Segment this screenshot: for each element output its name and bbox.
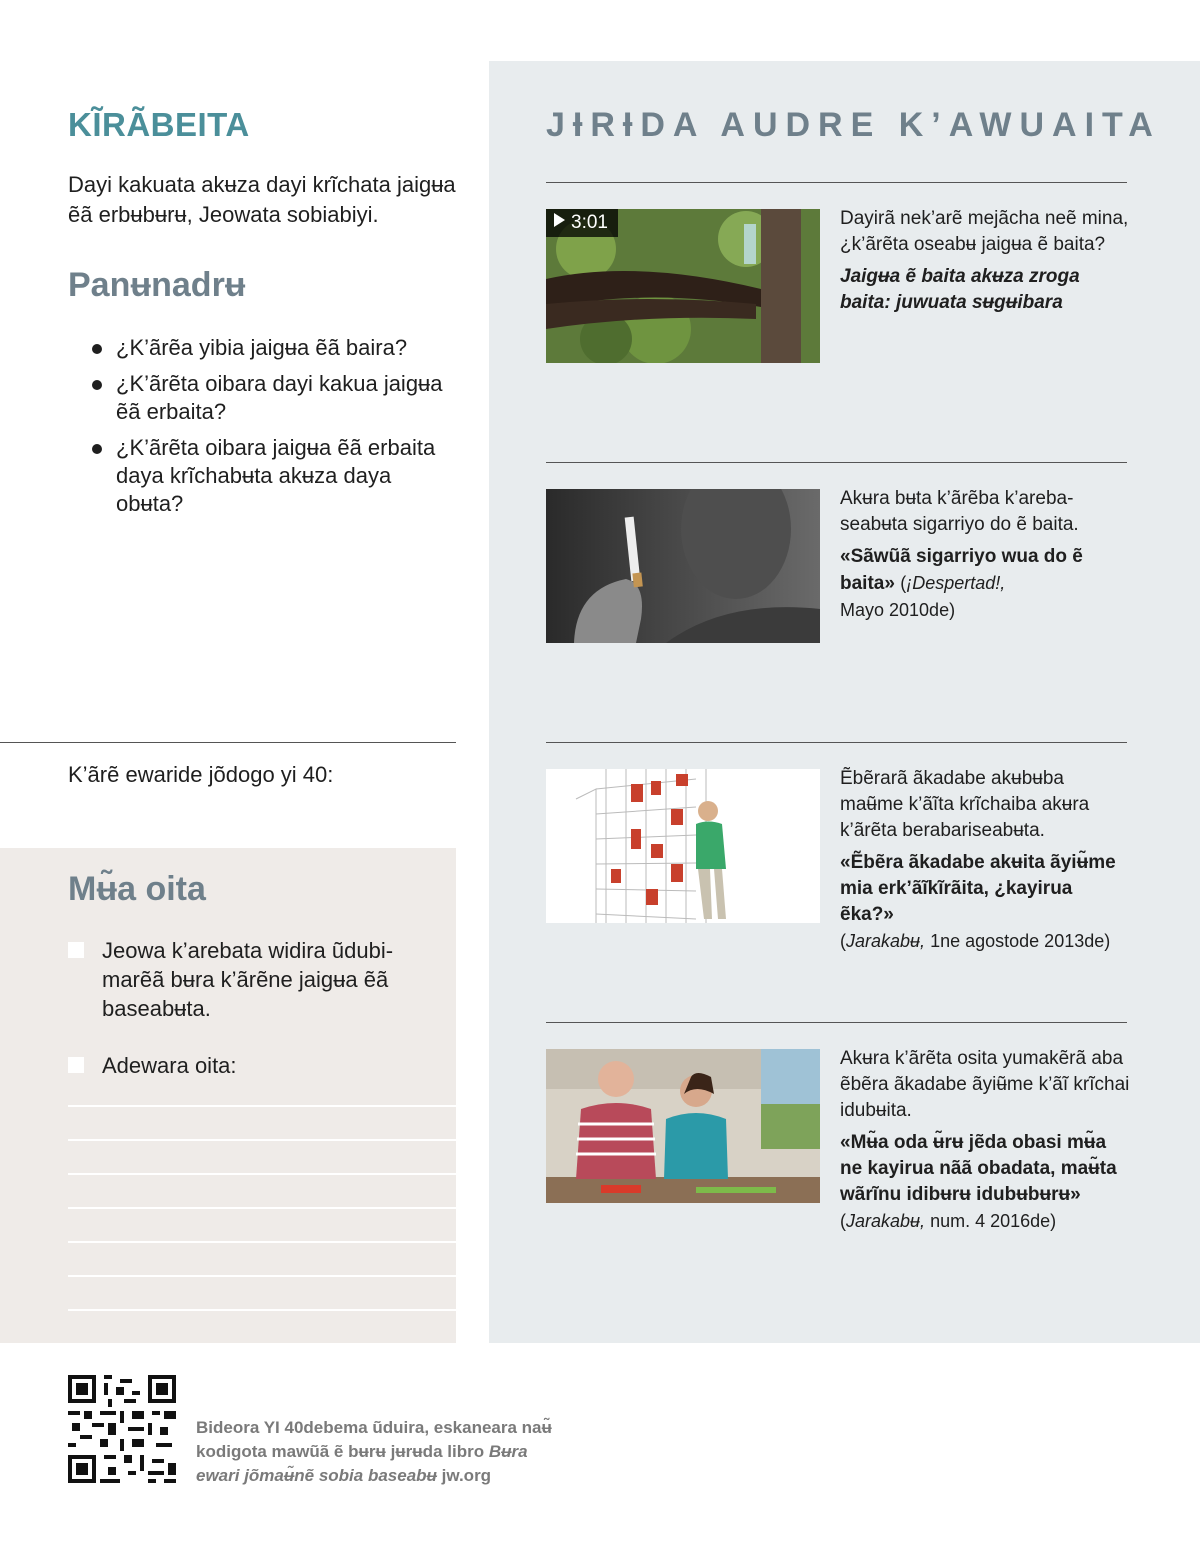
couple-cooking-image (546, 1049, 820, 1203)
resource-link[interactable]: «Sãwũã sigarriyo wua do ẽ baita» (¡Despertad!, (840, 546, 1083, 594)
bullet-icon (92, 444, 102, 454)
section-title: KĨRÃBEITA (68, 106, 250, 143)
resource-link[interactable]: Jaigʉa ẽ baita akʉza zroga baita: juwuata sʉgʉibara (840, 266, 1080, 313)
write-line[interactable] (68, 1309, 456, 1311)
resource-item: Ẽbẽrarã ãkadabe akʉbʉba maʉ̃me k’ãĩta krĩchaiba akʉra k’ãrẽta berabariseabʉta. «Ẽbẽra ãkadabe akʉita ãyiʉ̃me mia erk’ãĩkĩrãita, ¿kayirua ẽka?» (Jarakabʉ, 1ne agostode 2013de) (840, 766, 1130, 954)
questions-list (90, 334, 460, 526)
write-line[interactable] (68, 1139, 456, 1141)
question-item: ¿K’ãrẽta oibara dayi kakua jaigʉa ẽã erbaita? (90, 370, 460, 426)
my-goals-box (0, 848, 456, 1343)
my-goals-heading: Mʉ̃a oita (68, 870, 206, 908)
play-icon (554, 213, 565, 227)
question-item: ¿K’ãrẽta oibara jaigʉa ẽã erbaita daya krĩchabʉta akʉza daya obʉta? (90, 434, 460, 518)
article-thumbnail[interactable] (546, 489, 820, 643)
write-line[interactable] (68, 1207, 456, 1209)
intro-text: Dayi kakuata akʉza dayi krĩchata jaigʉa ẽã erbʉbʉrʉ, Jeowata sobiabiyi. (68, 172, 456, 227)
resource-item: Akʉra k’ãrẽta osita yumakẽrã aba ẽbẽra ãkadabe ãyiʉ̃me k’ãĩ krĩchai idubʉita. «Mʉ̃a oda ʉ̃rʉ jẽda obasi mʉ̃a ne kayirua nãã obadata, maʉ̃ta wãrĩnu idibʉrʉ idubʉbʉrʉ» (Jarakabʉ, num. 4 2016de) (840, 1048, 1130, 1231)
goal-label[interactable]: K’ãrẽ ewaride jõdogo yi 40: (68, 762, 334, 787)
divider (0, 742, 456, 743)
write-line[interactable] (68, 1105, 456, 1107)
questions-heading: Panʉnadrʉ (68, 266, 246, 304)
footer-text: Bideora YI 40debema ũduira, eskaneara naʉ̃ kodigota mawũã ẽ bʉrʉ jʉrʉda libro Bʉra ewari jõmaʉ̃nẽ sobia baseabʉ jw.org (196, 1418, 552, 1485)
bullet-icon (92, 344, 102, 354)
resource-item: Akʉra bʉta k’ãrẽba k’arebaseabʉta sigarriyo do ẽ baita. «Sãwũã sigarriyo wua do ẽ baita» (¡Despertad!, Mayo 2010de) (840, 486, 1130, 623)
bullet-icon (92, 380, 102, 390)
divider (546, 182, 1127, 183)
resource-link[interactable]: «Mʉ̃a oda ʉ̃rʉ jẽda obasi mʉ̃a ne kayirua nãã obadata, maʉ̃ta wãrĩnu idibʉrʉ idubʉbʉrʉ» (840, 1132, 1117, 1205)
goal-checkbox-item[interactable]: Jeowa k’arebata widira ũdubimarẽã bʉra k’ãrẽne jaigʉa ẽã baseabʉta. (68, 936, 448, 1023)
resource-link[interactable]: «Ẽbẽra ãkadabe akʉita ãyiʉ̃me mia erk’ãĩkĩrãita, ¿kayirua ẽka?» (840, 852, 1116, 925)
question-item: ¿K’ãrẽa yibia jaigʉa ẽã baira? (90, 334, 460, 362)
video-thumbnail[interactable] (546, 209, 820, 363)
qr-code-icon[interactable] (68, 1375, 176, 1483)
explore-heading: JƗRƗDA AUDRE K’AWUAITA (546, 106, 1161, 144)
divider (546, 462, 1127, 463)
divider (546, 1022, 1127, 1023)
write-line[interactable] (68, 1275, 456, 1277)
resource-item: Dayirã nek’arẽ mejãcha neẽ mina, ¿k’ãrẽta oseabʉ jaigʉa ẽ baita? Jaigʉa ẽ baita akʉza zroga baita: juwuata sʉgʉibara (840, 206, 1130, 316)
write-line[interactable] (68, 1173, 456, 1175)
checkbox[interactable] (68, 942, 84, 958)
divider (546, 742, 1127, 743)
checkbox[interactable] (68, 1057, 84, 1073)
man-phone-image (546, 769, 820, 923)
article-thumbnail[interactable] (546, 769, 820, 923)
article-thumbnail[interactable] (546, 1049, 820, 1203)
goal-checkbox-item[interactable]: Adewara oita: (68, 1051, 448, 1080)
video-duration-badge: 3:01 (546, 209, 618, 237)
website-link[interactable]: jw.org (436, 1466, 492, 1485)
man-cigarette-image (546, 489, 820, 643)
write-line[interactable] (68, 1241, 456, 1243)
